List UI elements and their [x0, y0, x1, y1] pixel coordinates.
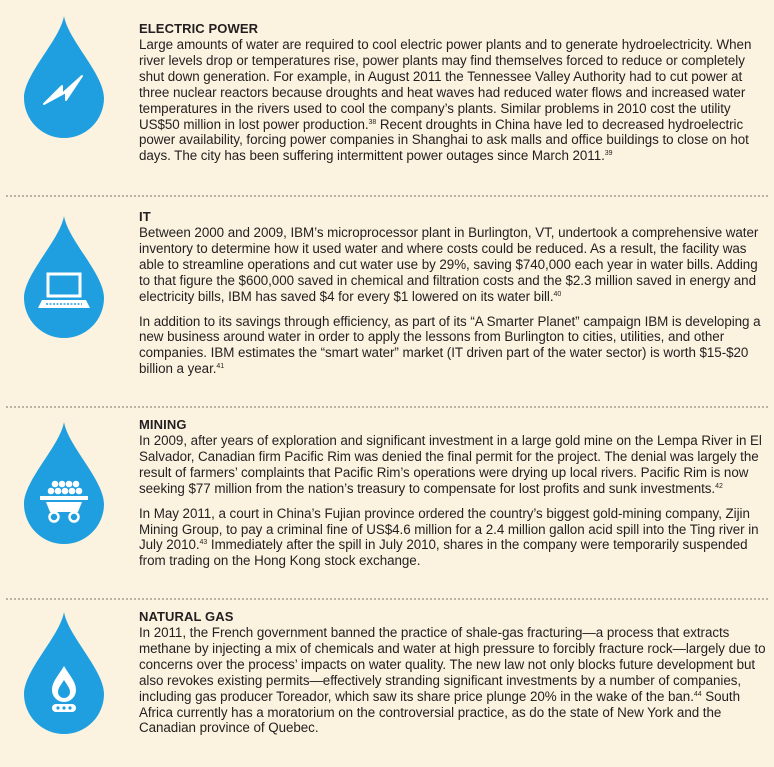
section-heading: MINING — [139, 417, 187, 432]
section-heading: NATURAL GAS — [139, 609, 234, 624]
mine-cart-icon — [18, 420, 110, 544]
section-divider — [6, 406, 768, 408]
section-natural-gas — [0, 602, 774, 767]
section-divider — [6, 598, 768, 600]
section-paragraph: Large amounts of water are required to cool electric power plants and to generate hydroelectricity. When river levels drop or temperatures rise, power plants may find themselves forced to reduce or completely shut down generation. For example, in August 2011 the Tennessee Valley Authority had to cut power at three nuclear reactors because droughts and heat waves had reduced water flows and increased water temperatures in the rivers used to cool the company’s plants. Similar problems in 2010 cost the utility US$50 million in lost power production.$^{38}$ Recent droughts in China have led to decreased hydroelectric power availability, forcing power companies in Shanghai to ask malls and office buildings to close on hot days. The city has been suffering intermittent power outages since March 2011.39 — [139, 37, 752, 164]
section-electric-power — [0, 0, 774, 200]
lightning-bolt-icon — [18, 14, 110, 138]
section-heading: IT — [139, 209, 151, 224]
gas-flame-icon — [18, 610, 110, 734]
section-mining — [0, 410, 774, 598]
section-paragraph: In 2011, the French government banned the practice of shale-gas fracturing—a process that extracts methane by injecting a mix of chemicals and water at high pressure to forcibly fracture rock—largely due to concerns over the process’ impacts on water quality. The new law not only blocks future development but also revokes existing permits—effectively stranding significant investments by a number of companies, including gas producer Toreador, which saw its share price plunge 20% in the wake of the ban.$^{44}$ South Africa currently has a moratorium on the controversial practice, as do the state of New York and the Canadian province of Quebec. — [139, 625, 766, 736]
section-paragraph: Between 2000 and 2009, IBM’s microprocessor plant in Burlington, VT, undertook a comprehensive water inventory to determine how it used water and where costs could be reduced. As a result, the facility was able to streamline operations and cut water use by 29%, saving $740,000 each year in water bills. Adding to that figure the $600,000 saved in chemical and filtration costs and the $2.3 million saved in energy and electricity bills, IBM has saved $4 for every $1 lowered on its water bill.$^{40}$ — [139, 225, 759, 304]
section-paragraph: In May 2011, a court in China’s Fujian province ordered the country’s biggest gold-mining company, Zijin Mining Group, to pay a criminal fine of US$4.6 million for a 2.4 million gallon acid spill into the Ting river in July 2010.43 Immediately after the spill in July 2010, shares in the company were temporarily suspended from trading on the Hong Kong stock exchange. — [139, 505, 759, 569]
section-paragraph: In addition to its savings through efficiency, as part of its “A Smarter Planet” campaign IBM is developing a new business around water in order to apply the lessons from Burlington to cities, utilities, and other companies. IBM estimates the “smart water” market (IT driven part of the water sector) is worth $15-$20 billion a year.$^{41}$ — [139, 313, 761, 377]
section-heading: ELECTRIC POWER — [139, 21, 259, 36]
section-divider — [6, 195, 768, 197]
section-paragraph: In 2009, after years of exploration and significant investment in a large gold mine on the Lempa River in El Salvador, Canadian firm Pacific Rim was denied the final permit for the project. The denial was largely the result of farmers’ complaints that Pacific Rim’s operations were drying up local rivers. Pacific Rim is now seeking $77 million from the nation’s treasury to compensate for lost profits and sunk investments.$^{42}$ — [139, 433, 762, 496]
laptop-icon — [18, 214, 110, 338]
section-it — [0, 200, 774, 405]
